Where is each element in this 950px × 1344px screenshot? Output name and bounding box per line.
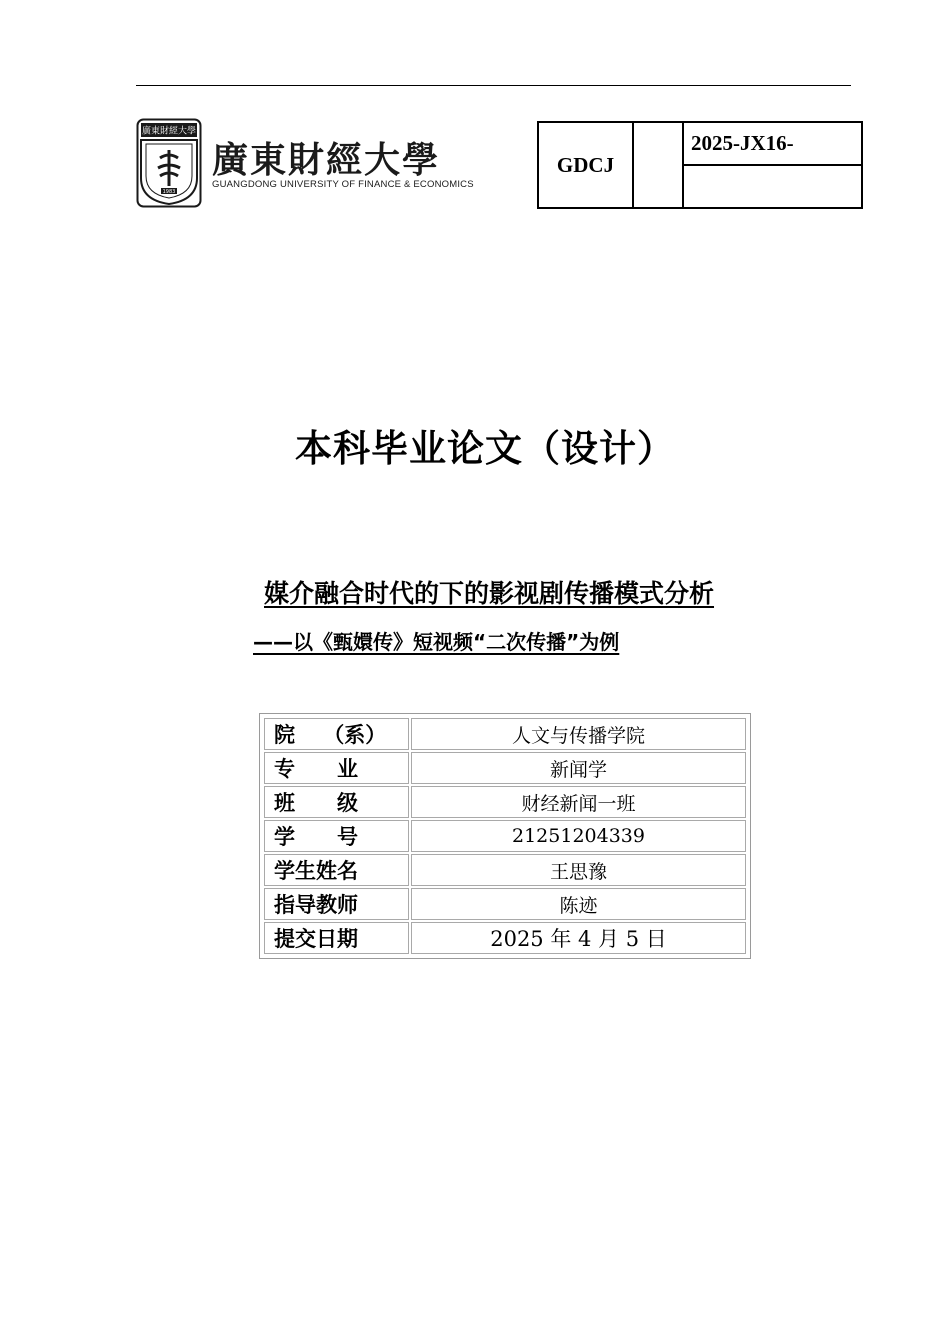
- thesis-subtitle: ——以《甄嬛传》短视频“二次传播”为例: [253, 630, 620, 654]
- main-title: 本科毕业论文（设计）: [295, 427, 675, 470]
- university-name: 廣東財經大學: [212, 139, 441, 181]
- info-value-student-name: 王思豫: [411, 854, 746, 886]
- info-label-student-id: 学 号: [264, 820, 409, 852]
- table-row: [264, 820, 746, 852]
- info-label-student-name: 学生姓名: [264, 854, 409, 886]
- info-label-submit-date: 提交日期: [264, 922, 409, 954]
- info-label-major: 专 业: [264, 752, 409, 784]
- info-label-class: 班 级: [264, 786, 409, 818]
- table-row: [264, 786, 746, 818]
- table-row: [264, 718, 746, 750]
- university-english-name: GUANGDONG UNIVERSITY OF FINANCE & ECONOMICS: [212, 179, 474, 190]
- university-seal-icon: [136, 118, 202, 208]
- info-value-major: 新闻学: [411, 752, 746, 784]
- code-serial: 2025-JX16-: [684, 123, 861, 166]
- code-blank-cell: [634, 123, 684, 207]
- code-prefix: GDCJ: [539, 123, 634, 207]
- seal-title: 廣東財經大學: [141, 126, 197, 137]
- info-value-submit-date: 2025 年 4 月 5 日: [411, 922, 746, 954]
- info-value-department: 人文与传播学院: [411, 718, 746, 750]
- university-logo: [136, 118, 474, 210]
- code-blank-lower-cell: [684, 168, 861, 207]
- info-label-department: 院 （系）: [264, 718, 409, 750]
- table-row: [264, 752, 746, 784]
- thesis-title: 媒介融合时代的下的影视剧传播模式分析: [264, 579, 715, 608]
- info-value-advisor: 陈迹: [411, 888, 746, 920]
- header-rule: [136, 85, 851, 86]
- table-row: [264, 922, 746, 954]
- document-code-box: [537, 121, 863, 209]
- info-label-advisor: 指导教师: [264, 888, 409, 920]
- student-info-table: [259, 713, 751, 959]
- info-value-student-id: 21251204339: [411, 820, 746, 852]
- table-row: [264, 854, 746, 886]
- info-value-class: 财经新闻一班: [411, 786, 746, 818]
- table-row: [264, 888, 746, 920]
- seal-year: 1983: [162, 189, 176, 195]
